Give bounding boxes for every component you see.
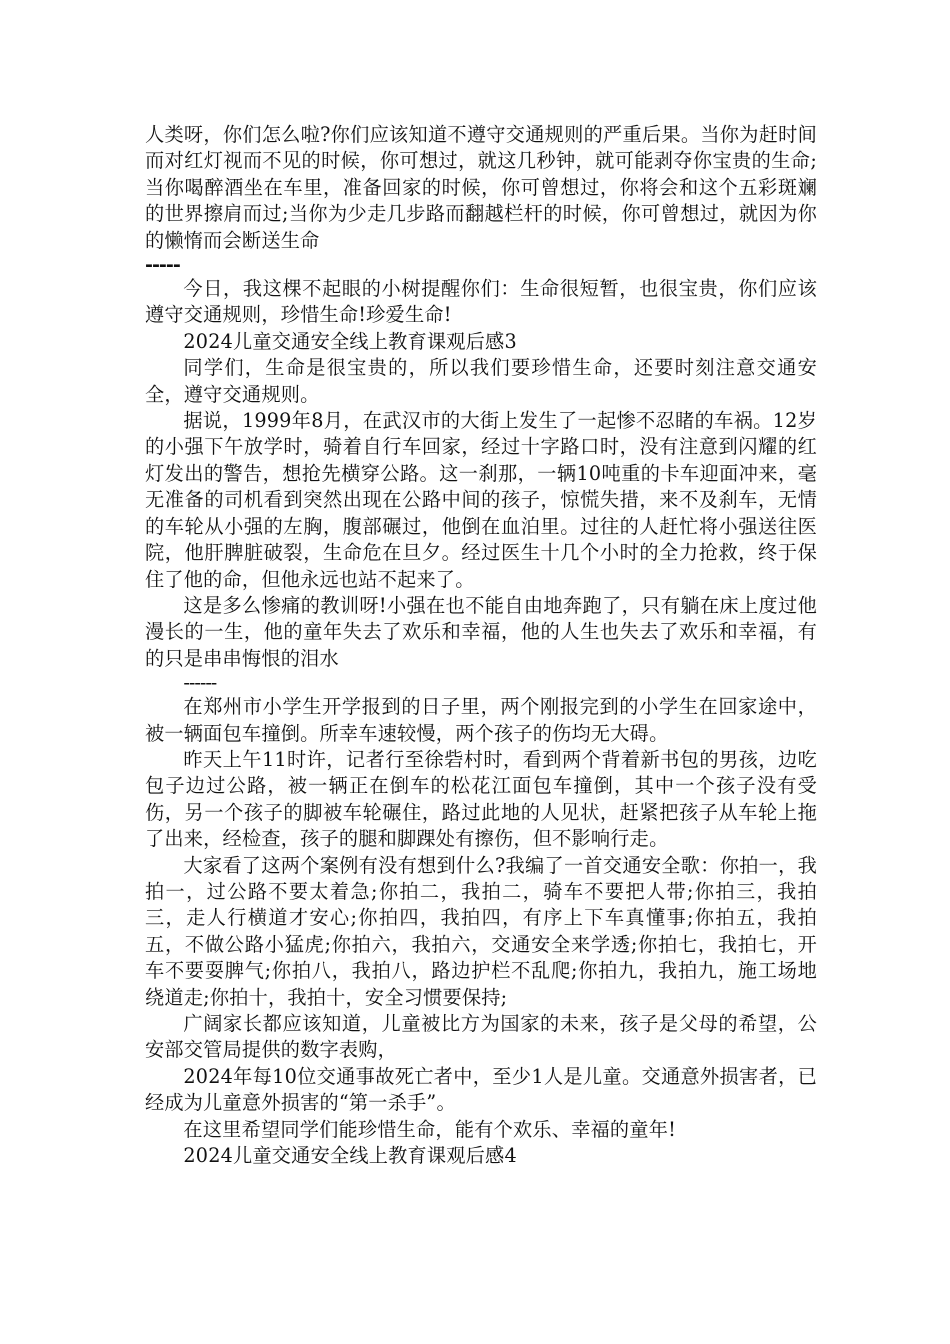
paragraph-3: 同学们，生命是很宝贵的，所以我们要珍惜生命，还要时刻注意交通安全，遵守交通规则。: [145, 356, 817, 406]
dash-separator-2: ------: [183, 671, 217, 695]
paragraph-5: 这是多么惨痛的教训呀!小强在也不能自由地奔跑了，只有躺在床上度过他漫长的一生，他的童年失去了欢乐和幸福，他的人生也失去了欢乐和幸福，有的只是串串悔恨的泪水: [145, 593, 817, 670]
paragraph-9: 广阔家长都应该知道，儿童被比方为国家的未来，孩子是父母的希望，公安部交管局提供的数字表购，: [145, 1012, 817, 1062]
paragraph-11: 在这里希望同学们能珍惜生命，能有个欢乐、幸福的童年!: [183, 1117, 676, 1141]
document-page: [145, 122, 817, 1169]
paragraph-7: 昨天上午11时许，记者行至徐砦村时，看到两个背着新书包的男孩，边吃包子边过公路，被一辆正在倒车的松花江面包车撞倒，其中一个孩子没有受伤，另一个孩子的脚被车轮碾住，路过此地的人见状，赶紧把孩子从车轮上拖了出来，经检查，孩子的腿和脚踝处有擦伤，但不影响行走。: [145, 747, 817, 851]
paragraph-6: 在郑州市小学生开学报到的日子里，两个刚报完到的小学生在回家途中，被一辆面包车撞倒。所幸车速较慢，两个孩子的伤均无大碍。: [145, 695, 817, 745]
paragraph-10: 2024年每10位交通事故死亡者中，至少1人是儿童。交通意外损害者，已经成为儿童意外损害的“第一杀手”。: [145, 1064, 817, 1115]
paragraph-8: 大家看了这两个案例有没有想到什么?我编了一首交通安全歌：你拍一，我拍一，过公路不要太着急;你拍二，我拍二，骑车不要把人带;你拍三，我拍三，走人行横道才安心;你拍四，我拍四，有序上下车真懂事;你拍五，我拍五，不做公路小猛虎;你拍六，我拍六，交通安全来学透;你拍七，我拍七，开车不要耍脾气;你拍八，我拍八，路边护栏不乱爬;你拍九，我拍九，施工场地绕道走;你拍十，我拍十，安全习惯要保持;: [145, 853, 817, 1009]
paragraph-2: 今日，我这棵不起眼的小树提醒你们：生命很短暂，也很宝贵，你们应该遵守交通规则，珍惜生命!珍爱生命!: [145, 277, 817, 327]
dash-separator-1: -----: [145, 253, 180, 277]
paragraph-1: 人类呀，你们怎么啦?你们应该知道不遵守交通规则的严重后果。当你为赶时间而对红灯视而不见的时候，你可想过，就这几秒钟，就可能剥夺你宝贵的生命;当你喝醉酒坐在车里，准备回家的时候，你可曾想过，你将会和这个五彩斑斓的世界擦肩而过;当你为少走几步路而翻越栏杆的时候，你可曾想过，就因为你的懒惰而会断送生命: [145, 123, 817, 252]
section-heading-3: 2024儿童交通安全线上教育课观后感3: [183, 329, 517, 353]
paragraph-4: 据说，1999年8月，在武汉市的大街上发生了一起惨不忍睹的车祸。12岁的小强下午放学时，骑着自行车回家，经过十字路口时，没有注意到闪耀的红灯发出的警告，想抢先横穿公路。这一刹那，一辆10吨重的卡车迎面冲来，毫无准备的司机看到突然出现在公路中间的孩子，惊慌失措，来不及刹车，无情的车轮从小强的左胸，腹部碾过，他倒在血泊里。过往的人赶忙将小强送往医院，他肝脾脏破裂，生命危在旦夕。经过医生十几个小时的全力抢救，终于保住了他的命，但他永远也站不起来了。: [145, 409, 817, 591]
section-heading-4: 2024儿童交通安全线上教育课观后感4: [183, 1144, 517, 1168]
